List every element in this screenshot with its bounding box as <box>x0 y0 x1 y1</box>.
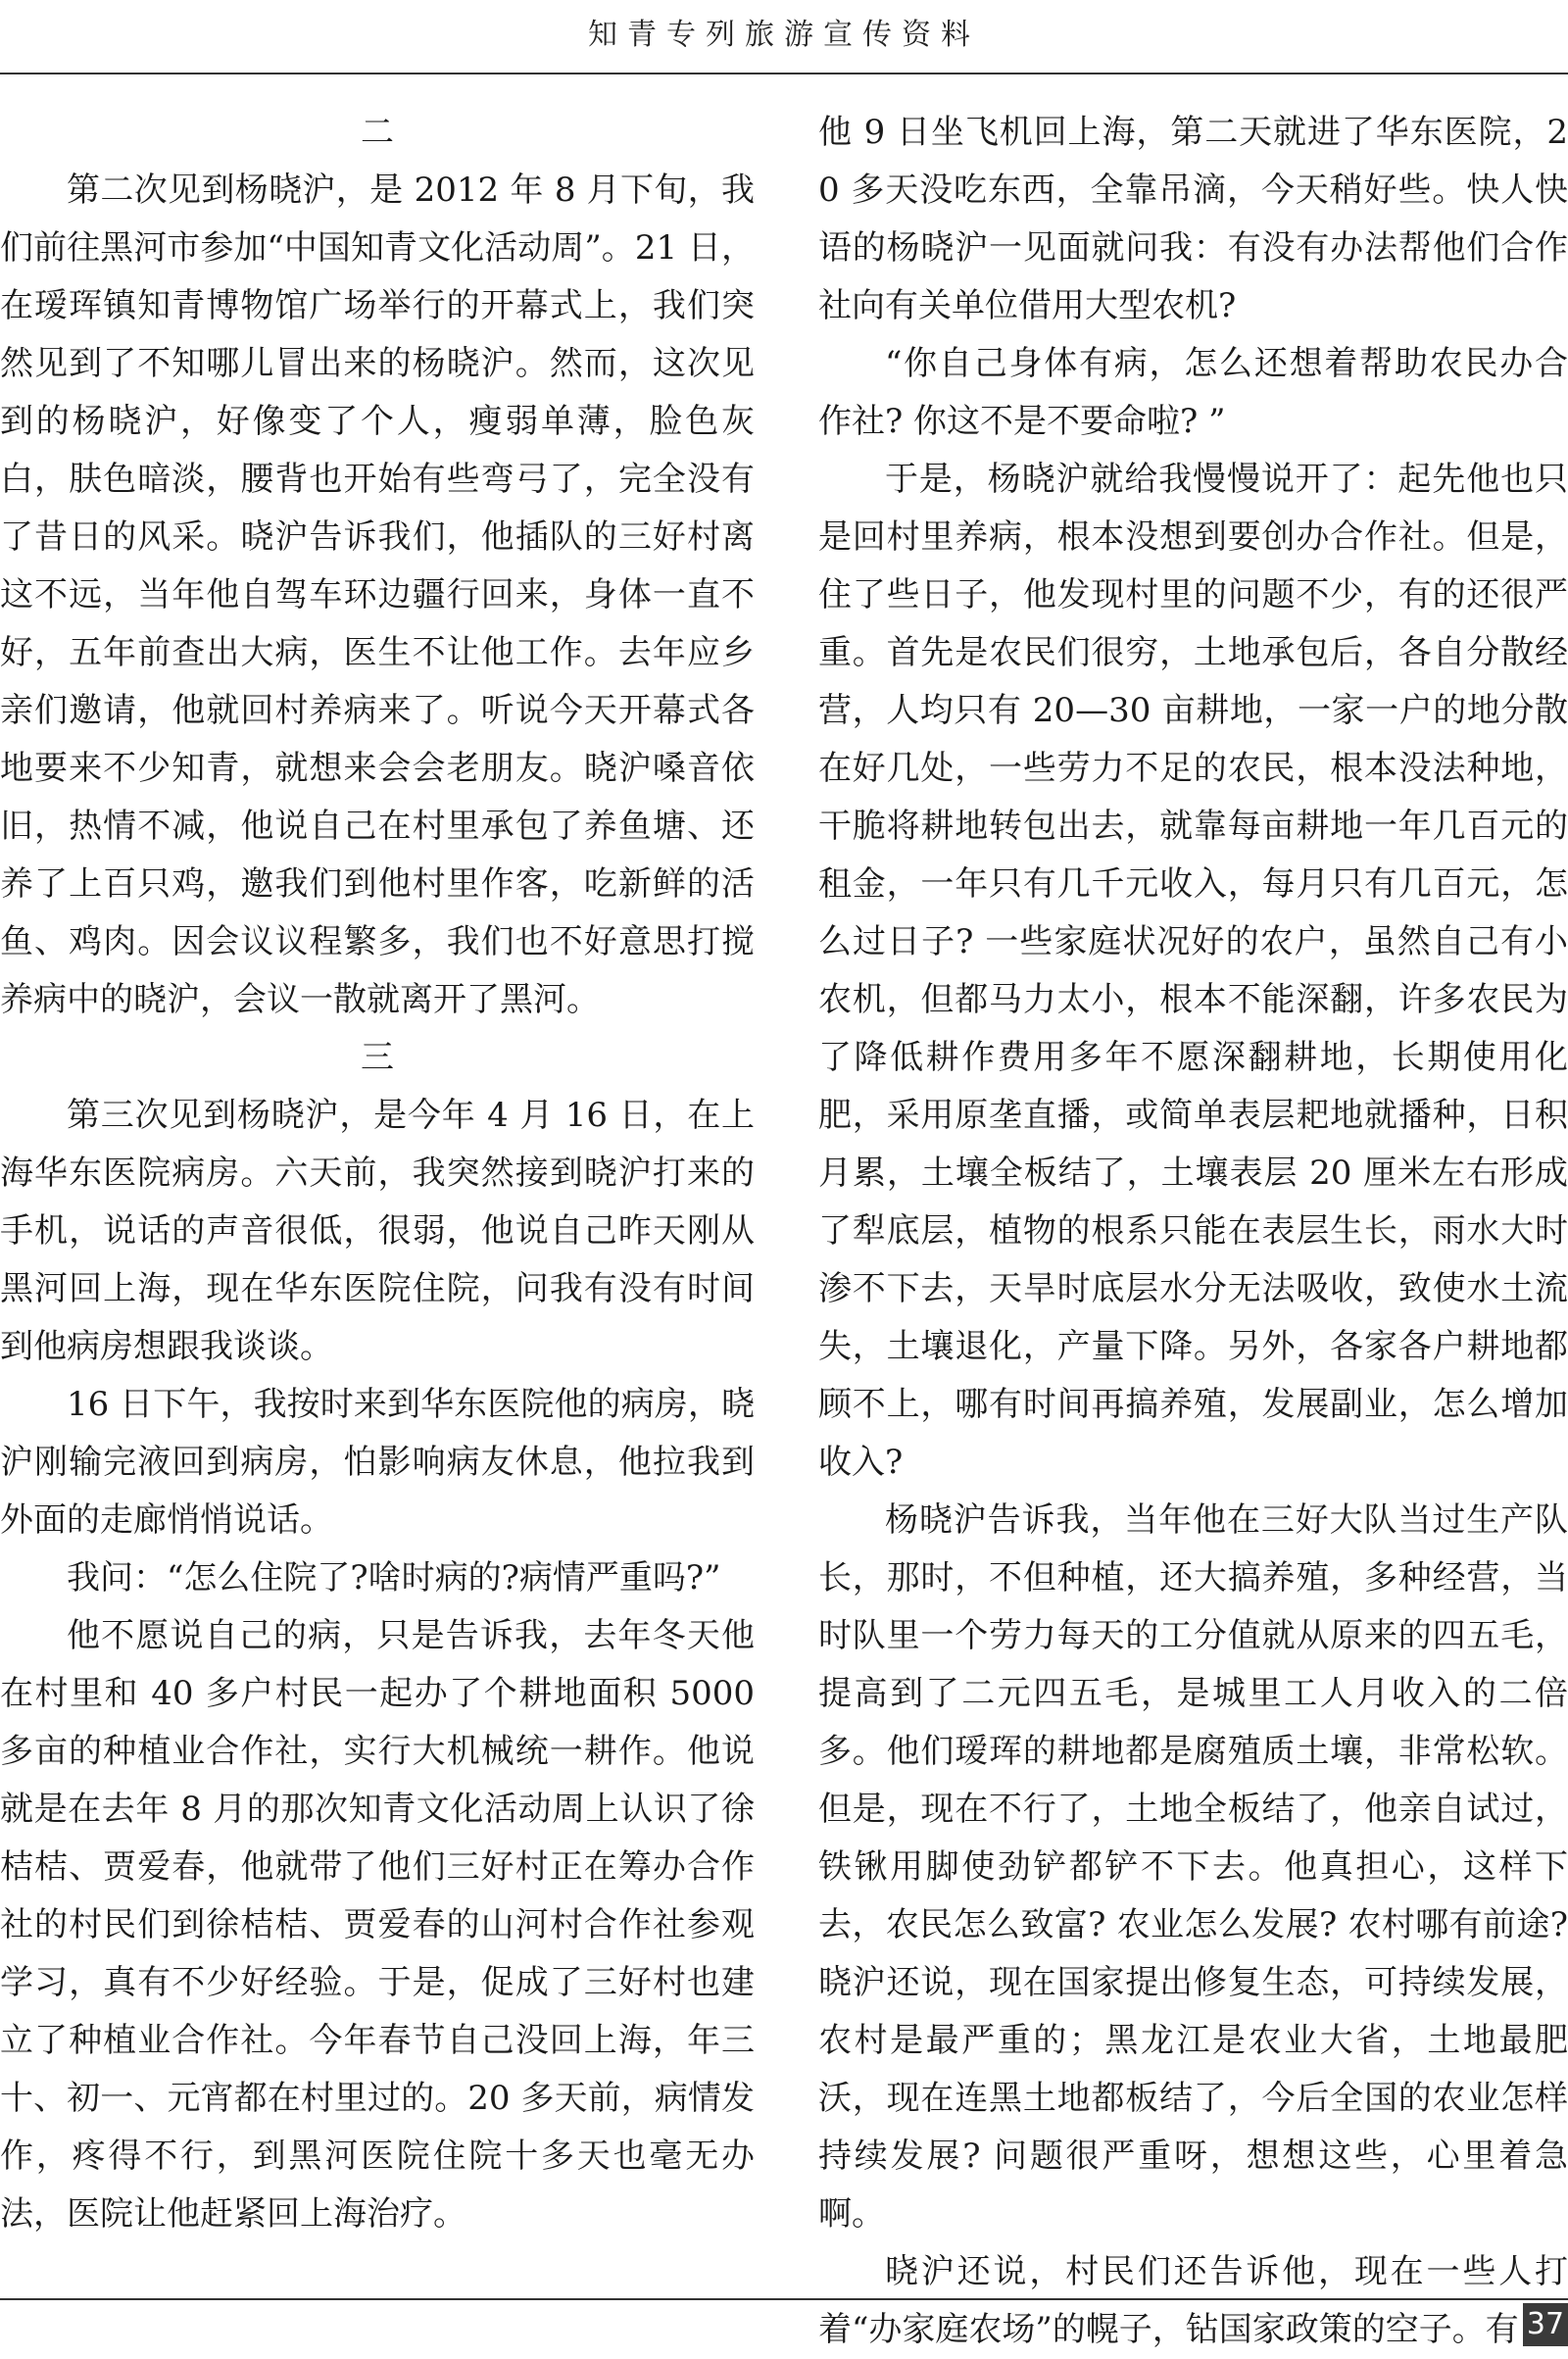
right-column <box>818 104 1568 2359</box>
running-header: 知青专列旅游宣传资料 <box>588 18 980 52</box>
paragraph: 16 日下午，我按时来到华东医院他的病房，晓沪刚输完液回到病房，怕影响病友休息，他拉我到外面的走廊悄悄说话。 <box>0 1385 755 1540</box>
section-heading-3: 三 <box>361 1038 394 1077</box>
section-heading-2: 二 <box>361 113 394 152</box>
paragraph: 杨晓沪告诉我，当年他在三好大队当过生产队长，那时，不但种植，还大搞养殖，多种经营，当时队里一个劳力每天的工分值就从原来的四五毛，提高到了二元四五毛，是城里工人月收入的二倍多。他们瑷珲的耕地都是腐殖质土壤，非常松软。但是，现在不行了，土地全板结了，他亲自试过，铁锹用脚使劲铲都铲不下去。他真担心，这样下去，农民怎么致富? 农业怎么发展? 农村哪有前途? 晓沪还说，现在国家提出修复生态，可持续发展，农村是最严重的；黑龙江是农业大省，土地最肥沃，现在连黑土地都板结了，今后全国的农业怎样持续发展? 问题很严重呀，想想这些，心里着急啊。 <box>818 1500 1568 2234</box>
page-number: 37 <box>1523 2303 1568 2346</box>
paragraph: 第三次见到杨晓沪，是今年 4 月 16 日，在上海华东医院病房。六天前，我突然接到晓沪打来的手机，说话的声音很低，很弱，他说自己昨天刚从黑河回上海，现在华东医院住院，问我有没有时间到他病房想跟我谈谈。 <box>0 1096 755 1366</box>
paragraph: 他不愿说自己的病，只是告诉我，去年冬天他在村里和 40 多户村民一起办了个耕地面积 5000 多亩的种植业合作社，实行大机械统一耕作。他说就是在去年 8 月的那次知青文化活动周上认识了徐桔桔、贾爱春，他就带了他们三好村正在筹办合作社的村民们到徐桔桔、贾爱春的山河村合作社参观学习，真有不少好经验。于是，促成了三好村也建立了种植业合作社。今年春节自己没回上海，年三十、初一、元宵都在村里过的。20 多天前，病情发作，疼得不行，到黑河医院住院十多天也毫无办法，医院让他赶紧回上海治疗。 <box>0 1616 755 2234</box>
paragraph-continued: 他 9 日坐飞机回上海，第二天就进了华东医院，20 多天没吃东西，全靠吊滴，今天稍好些。快人快语的杨晓沪一见面就问我：有没有办法帮他们合作社向有关单位借用大型农机? <box>818 113 1568 325</box>
paragraph: “你自己身体有病，怎么还想着帮助农民办合作社? 你这不是不要命啦? ” <box>818 344 1568 441</box>
paragraph: 第二次见到杨晓沪，是 2012 年 8 月下旬，我们前往黑河市参加“中国知青文化活动周”。21 日，在瑷珲镇知青博物馆广场举行的开幕式上，我们突然见到了不知哪儿冒出来的杨晓沪。然而，这次见到的杨晓沪，好像变了个人，瘦弱单薄，脸色灰白，肤色暗淡，腰背也开始有些弯弓了，完全没有了昔日的风采。晓沪告诉我们，他插队的三好村离这不远，当年他自驾车环边疆行回来，身体一直不好，五年前查出大病，医生不让他工作。去年应乡亲们邀请，他就回村养病来了。听说今天开幕式各地要来不少知青，就想来会会老朋友。晓沪嗓音依旧，热情不减，他说自己在村里承包了养鱼塘、还养了上百只鸡，邀我们到他村里作客，吃新鲜的活鱼、鸡肉。因会议议程繁多，我们也不好意思打搅养病中的晓沪，会议一散就离开了黑河。 <box>0 171 755 1019</box>
footer-divider <box>0 2298 1568 2300</box>
header-divider <box>0 73 1568 74</box>
paragraph: 晓沪还说，村民们还告诉他，现在一些人打着“办家庭农场”的幌子，钻国家政策的空子。有 <box>818 2252 1568 2349</box>
paragraph: 于是，杨晓沪就给我慢慢说开了：起先他也只是回村里养病，根本没想到要创办合作社。但是，住了些日子，他发现村里的问题不少，有的还很严重。首先是农民们很穷，土地承包后，各自分散经营，人均只有 20—30 亩耕地，一家一户的地分散在好几处，一些劳力不足的农民，根本没法种地，干脆将耕地转包出去，就靠每亩耕地一年几百元的租金，一年只有几千元收入，每月只有几百元，怎么过日子? 一些家庭状况好的农户，虽然自己有小农机，但都马力太小，根本不能深翻，许多农民为了降低耕作费用多年不愿深翻耕地，长期使用化肥，采用原垄直播，或简单表层耙地就播种，日积月累，土壤全板结了，土壤表层 20 厘米左右形成了犁底层，植物的根系只能在表层生长，雨水大时渗不下去，天旱时底层水分无法吸收，致使水土流失，土壤退化，产量下降。另外，各家各户耕地都顾不上，哪有时间再搞养殖，发展副业，怎么增加收入? <box>818 460 1568 1482</box>
left-column <box>0 104 755 2243</box>
paragraph: 我问：“怎么住院了?啥时病的?病情严重吗?” <box>67 1558 721 1597</box>
